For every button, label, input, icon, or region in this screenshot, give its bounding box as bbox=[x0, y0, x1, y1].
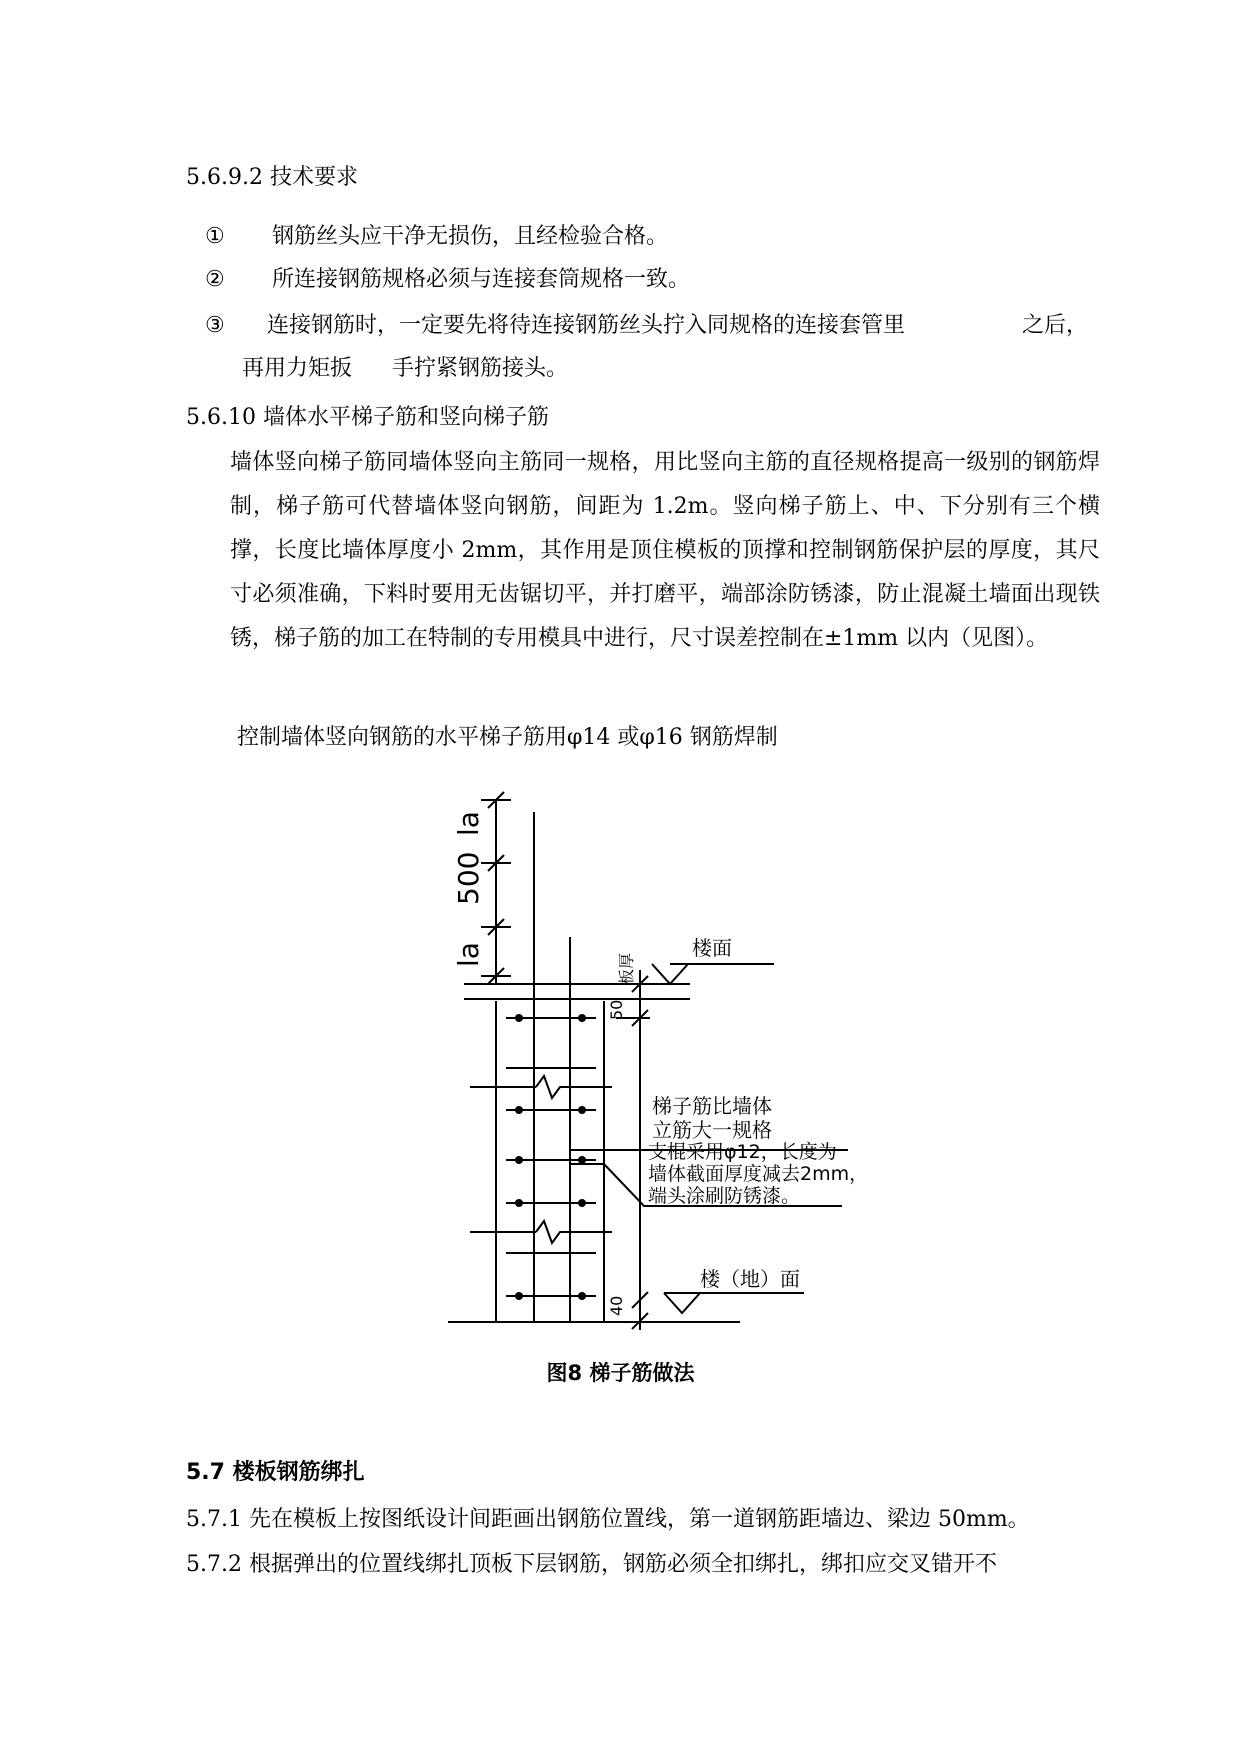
list-marker-1: ① bbox=[205, 224, 225, 249]
label-ground: 楼（地）面 bbox=[700, 1267, 800, 1291]
section-heading-5610: 5.6.10 墙体水平梯子筋和竖向梯子筋 bbox=[186, 405, 549, 430]
dim-50: 50 bbox=[607, 999, 626, 1020]
section-5610-note: 控制墙体竖向钢筋的水平梯子筋用φ14 或φ16 钢筋焊制 bbox=[237, 725, 778, 750]
section-heading-5692: 5.6.9.2 技术要求 bbox=[186, 165, 358, 190]
section-57-item-2: 5.7.2 根据弹出的位置线绑扎顶板下层钢筋，钢筋必须全扣绑扎，绑扣应交叉错开不 bbox=[186, 1552, 997, 1577]
label-floor: 楼面 bbox=[692, 936, 732, 960]
section-5610-paragraph: 墙体竖向梯子筋同墙体竖向主筋同一规格，用比竖向主筋的直径规格提高一级别的钢筋焊制，梯子筋可代替墙体竖向钢筋，间距为 1.2m。竖向梯子筋上、中、下分别有三个横撑，长度比墙体厚度小 2mm，其作用是顶住模板的顶撑和控制钢筋保护层的厚度，其尺寸必须准确，下料时要用无齿锯切平，并打磨平，端部涂防锈漆，防止混凝土墙面出现铁锈，梯子筋的加工在特制的专用模具中进行，尺寸误差控制在±1mm 以内（见图）。 bbox=[230, 450, 1100, 651]
dim-40: 40 bbox=[607, 1295, 626, 1316]
section-57-item-1: 5.7.1 先在模板上按图纸设计间距画出钢筋位置线，第一道钢筋距墙边、梁边 50mm。 bbox=[186, 1507, 1030, 1532]
label-ladder-line2: 立筋大一规格 bbox=[652, 1118, 772, 1142]
label-brace-line3: 端头涂刷防锈漆。 bbox=[648, 1185, 801, 1207]
list-marker-3: ③ bbox=[205, 313, 225, 338]
dim-la-top: la bbox=[452, 811, 485, 836]
label-ladder-line1: 梯子筋比墙体 bbox=[652, 1094, 772, 1118]
dim-500: 500 bbox=[452, 851, 485, 905]
list-marker-2: ② bbox=[205, 267, 225, 292]
label-brace-line1: 支棍采用φ12，长度为 bbox=[648, 1141, 837, 1163]
list-item-3-tail: 之后， bbox=[1022, 313, 1089, 338]
label-brace-line2: 墙体截面厚度减去2mm， bbox=[648, 1163, 869, 1185]
list-item-3: 连接钢筋时，一定要先将待连接钢筋丝头拧入同规格的连接套管里 bbox=[267, 313, 906, 338]
list-item-3-cont-a: 再用力矩扳 bbox=[242, 356, 353, 381]
figure-caption: 图8 梯子筋做法 bbox=[546, 1361, 695, 1385]
section-heading-57: 5.7 楼板钢筋绑扎 bbox=[186, 1460, 365, 1485]
list-item-2: 所连接钢筋规格必须与连接套筒规格一致。 bbox=[272, 267, 691, 292]
list-item-1: 钢筋丝头应干净无损伤，且经检验合格。 bbox=[272, 224, 669, 249]
dim-la-bottom: la bbox=[452, 942, 485, 967]
dim-slab-thickness: 板厚 bbox=[617, 952, 636, 985]
list-item-3-cont-b: 手拧紧钢筋接头。 bbox=[392, 356, 569, 381]
